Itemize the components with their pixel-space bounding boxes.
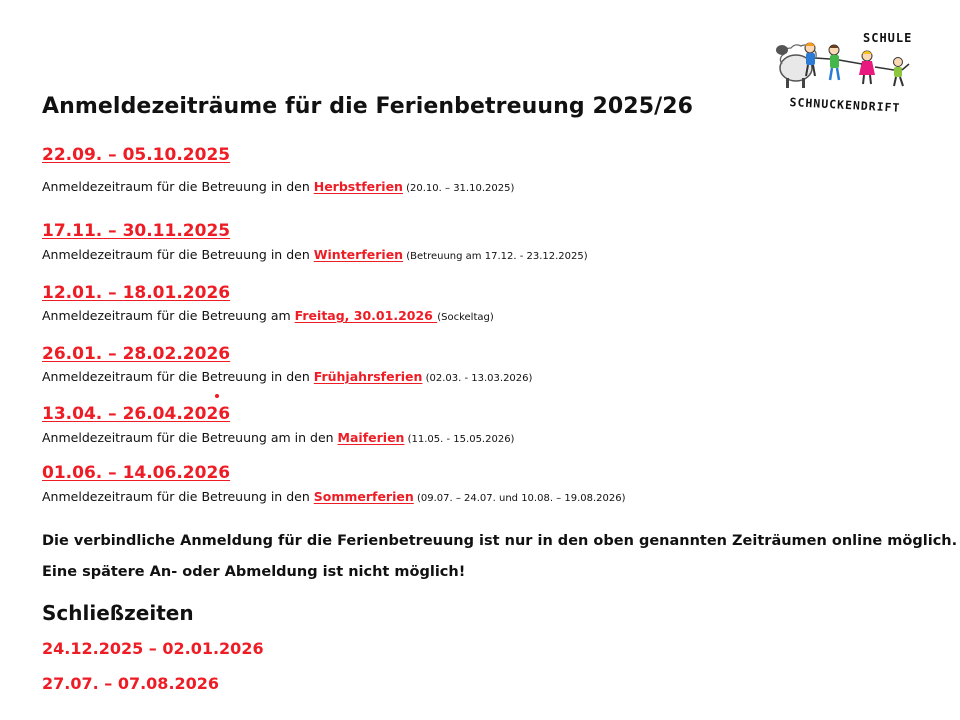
page-title: Anmeldezeiträume für die Ferienbetreuung 2025/26: [42, 94, 694, 119]
registration-period-date: 12.01. – 18.01.2026: [42, 283, 231, 303]
holiday-dates-note: (20.10. – 31.10.2025): [402, 183, 515, 194]
child-figure-icon: [815, 45, 839, 80]
holiday-term: Maiferien: [337, 430, 405, 445]
stray-dot: [215, 394, 219, 398]
registration-period-description: [42, 430, 514, 445]
holiday-term: Sommerferien: [313, 489, 414, 504]
holiday-dates-note: (11.05. - 15.05.2026): [404, 434, 515, 445]
registration-period-description: [42, 179, 514, 194]
registration-period-date: 01.06. – 14.06.2026: [42, 463, 231, 483]
logo-top-text: SCHULE: [863, 31, 913, 45]
closing-period: 24.12.2025 – 02.01.2026: [42, 639, 264, 658]
description-prefix: Anmeldezeitraum für die Betreuung am in den: [42, 430, 338, 445]
binding-registration-notice: Die verbindliche Anmeldung für die Ferienbetreuung ist nur in den oben genannten Zeiträumen online möglich.: [42, 533, 958, 549]
registration-period-date: 13.04. – 26.04.2026: [42, 404, 231, 424]
registration-period-description: [42, 489, 626, 504]
holiday-term: Winterferien: [313, 247, 404, 262]
registration-period-date: 22.09. – 05.10.2025: [42, 145, 231, 165]
description-prefix: Anmeldezeitraum für die Betreuung am: [42, 308, 295, 323]
child-figure-icon: [875, 58, 909, 87]
child-figure-icon: [839, 51, 875, 84]
logo-bottom-text: SCHNUCKENDRIFT: [789, 95, 901, 115]
description-prefix: Anmeldezeitraum für die Betreuung in den: [42, 179, 314, 194]
holiday-dates-note: (02.03. - 13.03.2026): [422, 373, 533, 384]
no-late-changes-notice: Eine spätere An- oder Abmeldung ist nicht möglich!: [42, 564, 466, 580]
closing-period: 27.07. – 07.08.2026: [42, 674, 220, 693]
holiday-dates-note: (Betreuung am 17.12. - 23.12.2025): [403, 251, 588, 262]
registration-period-description: [42, 247, 588, 262]
registration-period-date: 17.11. – 30.11.2025: [42, 221, 231, 241]
description-prefix: Anmeldezeitraum für die Betreuung in den: [42, 489, 314, 504]
description-prefix: Anmeldezeitraum für die Betreuung in den: [42, 247, 314, 262]
registration-period-description: [42, 369, 532, 384]
holiday-term: Frühjahrsferien: [313, 369, 423, 384]
registration-period-description: [42, 308, 494, 323]
holiday-dates-note: (Sockeltag): [437, 312, 494, 323]
holiday-term: Freitag, 30.01.2026: [294, 308, 438, 323]
registration-period-date: 26.01. – 28.02.2026: [42, 344, 231, 364]
description-prefix: Anmeldezeitraum für die Betreuung in den: [42, 369, 314, 384]
holiday-term: Herbstferien: [313, 179, 403, 194]
holiday-dates-note: (09.07. – 24.07. und 10.08. – 19.08.2026): [413, 493, 626, 504]
closing-times-heading: Schließzeiten: [42, 601, 194, 625]
